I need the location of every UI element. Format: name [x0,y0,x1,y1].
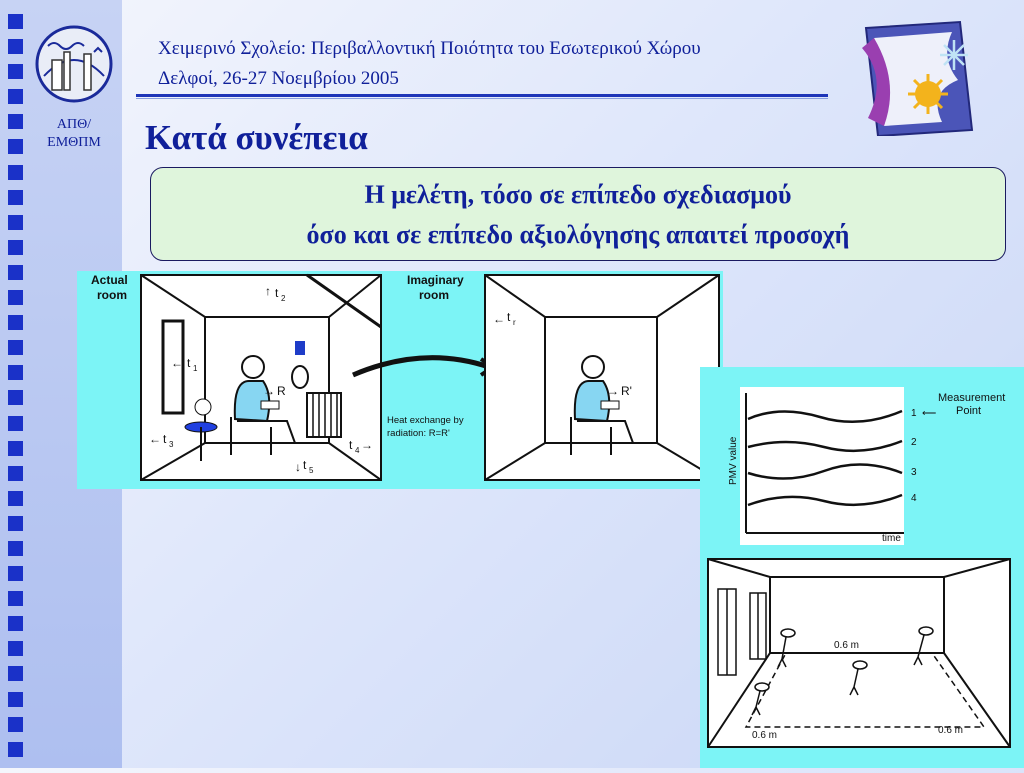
radiator-icon [307,393,341,437]
pmv-measurement-figure [700,367,1024,768]
sidebar-bullet [8,466,23,481]
room-comparison-figure [77,271,723,489]
slide-header [158,34,701,94]
pmv-legend-line-2: Point [956,405,982,417]
label-t5-sub: 5 [309,466,314,475]
pmv-point-3: 3 [911,467,917,478]
actual-room-label-2: room [97,288,127,302]
svg-text:⟵: ⟵ [922,408,937,419]
label-t3: t [163,432,167,446]
sidebar-bullet [8,365,23,380]
sidebar-bullet [8,641,23,656]
pmv-y-axis-label: PMV value [728,436,739,485]
sidebar-bullet [8,114,23,129]
label-t4: t [349,438,353,452]
imaginary-room-label-1: Imaginary [407,273,464,287]
pmv-point-1: 1 [911,408,917,419]
label-tr-sub: r [513,318,516,327]
sidebar-bullet [8,541,23,556]
sidebar-bullet [8,315,23,330]
header-line-1: Χειμερινό Σχολείο: Περιβαλλοντική Ποιότητα του Εσωτερικού Χώρου [158,38,701,59]
pmv-x-axis-label: time [882,533,901,544]
callout-line-2: όσο και σε επίπεδο αξιολόγησης απαιτεί προσοχή [306,220,850,249]
sidebar-bullet [8,491,23,506]
label-t2: t [275,286,279,300]
pmv-legend-line-1: Measurement [938,392,1006,404]
label-r-prime: R' [621,384,632,398]
sidebar-bullet [8,441,23,456]
institution-label [32,116,116,152]
distance-right-label: 0.6 m [938,725,964,736]
pmv-drawing [700,367,1024,768]
sidebar-bullet [8,516,23,531]
label-t1-sub: 1 [193,364,198,373]
distance-top-label: 0.6 m [834,640,860,651]
label-t4-sub: 4 [355,446,360,455]
callout-line-1: Η μελέτη, τόσο σε επίπεδο σχεδιασμού [364,180,792,209]
heat-exchange-text-1: Heat exchange by [387,415,464,426]
imaginary-room-label-2: room [419,288,449,302]
label-t5: t [303,458,307,472]
distance-left-label: 0.6 m [752,730,778,741]
winter-school-emblem-icon [848,18,978,136]
label-t2-sub: 2 [281,294,286,303]
header-divider [136,94,828,97]
label-tr: t [507,310,511,324]
sidebar-bullet [8,190,23,205]
sidebar-bullet [8,139,23,154]
actual-room-label-1: Actual [91,273,128,287]
sidebar-bullet [8,742,23,757]
svg-text:→: → [607,384,619,398]
pmv-point-4: 4 [911,493,917,504]
sidebar-bullet [8,240,23,255]
pmv-point-2: 2 [911,437,917,448]
sidebar-bullet [8,215,23,230]
header-line-2: Δελφοί, 26-27 Νοεμβρίου 2005 [158,68,399,89]
slide-title: Κατά συνέπεια [145,118,368,157]
sidebar-bullet [8,64,23,79]
institution-line-2: ΕΜΘΠΜ [47,135,101,150]
sidebar-bullet [8,566,23,581]
sidebar-bullet [8,616,23,631]
header-divider-shadow [136,98,828,99]
callout-box [150,167,1006,261]
sidebar-bullet [8,39,23,54]
sidebar-bullet [8,340,23,355]
sidebar-bullet [8,14,23,29]
university-logo-icon [34,24,114,104]
sidebar-bullet [8,165,23,180]
sidebar-bullet [8,89,23,104]
sidebar-bullet [8,290,23,305]
svg-text:→: → [361,438,373,452]
svg-text:←: ← [493,312,505,326]
institution-line-1: ΑΠΘ/ [56,117,92,132]
svg-text:↑: ↑ [265,284,271,298]
room-comparison-drawing [77,271,723,489]
sidebar-bullet [8,717,23,732]
label-t3-sub: 3 [169,440,174,449]
sidebar-bullet [8,692,23,707]
sidebar-bullet [8,591,23,606]
svg-text:←: ← [171,356,183,370]
sidebar-bullet [8,265,23,280]
svg-text:↓: ↓ [295,460,301,474]
picture-icon [295,341,305,355]
sidebar-bullet [8,416,23,431]
sidebar-bullet [8,390,23,405]
label-t1: t [187,356,191,370]
sidebar-bullets [8,14,28,767]
heat-exchange-text-2: radiation: R=R' [387,428,450,439]
sidebar-bullet [8,666,23,681]
svg-text:←: ← [149,432,161,446]
label-r: R [277,384,286,398]
svg-text:→: → [263,384,275,398]
